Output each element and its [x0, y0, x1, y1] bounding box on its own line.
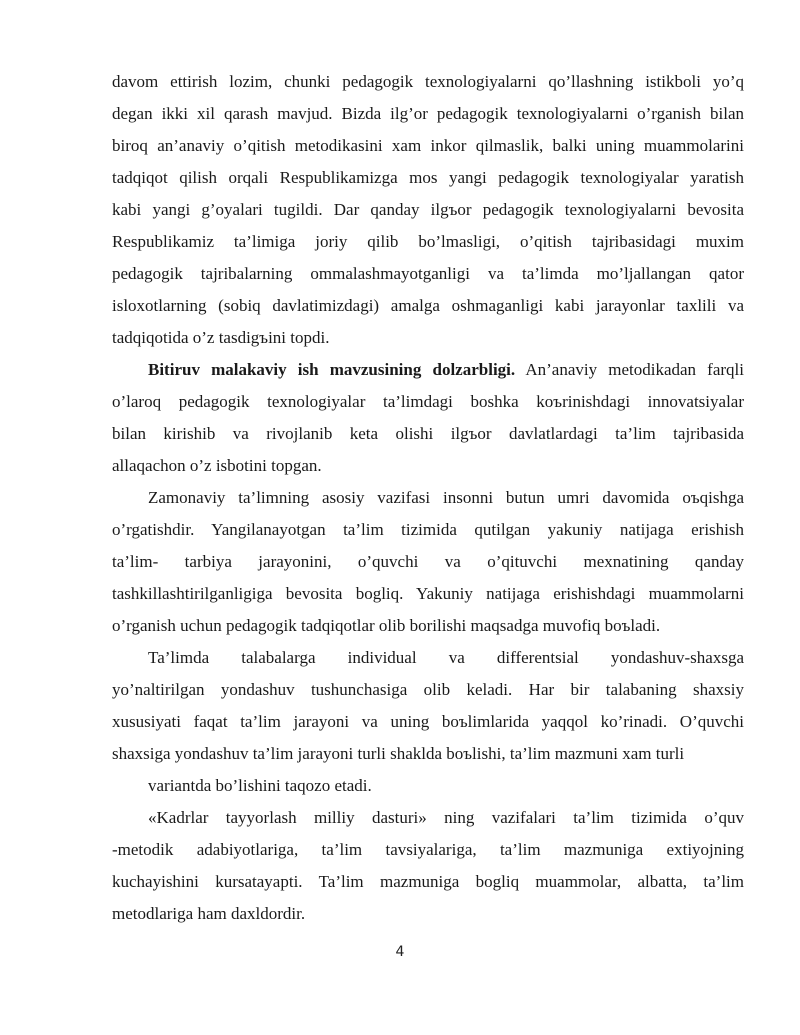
text-line: kuchayishini kursatayapti. Ta’lim mazmuniga bogliq muammolar, albatta, ta’lim — [112, 872, 744, 891]
section-heading: Bitiruv malakaviy ish mavzusining dolzarbligi. — [148, 360, 516, 379]
text-line: o’rganish uchun pedagogik tadqiqotlar olib borilishi maqsadga muvofiq boъladi. — [112, 616, 661, 635]
text-line: o’laroq pedagogik texnologiyalar ta’limdagi boshka koъrinishdagi innovatsiyalar — [112, 392, 744, 411]
text-line: o’rgatishdir. Yangilanayotgan ta’lim tizimida qutilgan yakuniy natijaga erishish — [112, 520, 744, 539]
text-line: Respublikamiz ta’limiga joriy qilib bo’lmasligi, o’qitish tajribasidagi muxim — [112, 232, 744, 251]
text-line: tadqiqotida o’z tasdigъini topdi. — [112, 328, 330, 347]
text-line: «Kadrlar tayyorlash milliy dasturi» ning vazifalari ta’lim tizimida o’quv — [148, 808, 744, 827]
text-line — [112, 354, 744, 386]
text-line: pedagogik tajribalarning ommalashmayotganligi va ta’limda mo’ljallangan qator — [112, 264, 744, 283]
text-line: davom ettirish lozim, chunki pedagogik texnologiyalarni qo’llashning istikboli yo’q — [112, 72, 744, 91]
text-line-rest: An’anaviy metodikadan farqli — [515, 360, 744, 379]
text-line: -metodik adabiyotlariga, ta’lim tavsiyalariga, ta’lim mazmuniga extiyojning — [112, 840, 744, 859]
text-line: xususiyati faqat ta’lim jarayoni va uning boъlimlarida yaqqol ko’rinadi. O’quvchi — [112, 712, 744, 731]
text-line: bilan kirishib va rivojlanib keta olishi ilgъor davlatlardagi ta’lim tajribasida — [112, 424, 744, 443]
text-line: biroq an’anaviy o’qitish metodikasini xam inkor qilmaslik, balki uning muammolarini — [112, 136, 744, 155]
text-line: ta’lim- tarbiya jarayonini, o’quvchi va o’qituvchi mexnatining qanday — [112, 552, 744, 571]
body-text — [112, 66, 744, 930]
text-line: tashkillashtirilganligiga bevosita bogliq. Yakuniy natijaga erishishdagi muammolarni — [112, 584, 744, 603]
text-line: shaxsiga yondashuv ta’lim jarayoni turli shaklda boъlishi, ta’lim mazmuni xam turli — [112, 744, 685, 763]
text-line: Ta’limda talabalarga individual va differentsial yondashuv-shaxsga — [148, 648, 744, 667]
text-line: Zamonaviy ta’limning asosiy vazifasi insonni butun umri davomida oъqishga — [148, 488, 744, 507]
text-line: kabi yangi g’oyalari tugildi. Dar qanday ilgъor pedagogik texnologiyalarni bevosita — [112, 200, 744, 219]
text-line: allaqachon o’z isbotini topgan. — [112, 456, 322, 475]
text-line: yo’naltirilgan yondashuv tushunchasiga olib keladi. Har bir talabaning shaxsiy — [112, 680, 744, 699]
text-line: metodlariga ham daxldordir. — [112, 904, 306, 923]
text-line: isloxotlarning (sobiq davlatimizdagi) amalga oshmaganligi kabi jarayonlar taxlili va — [112, 296, 744, 315]
text-line: degan ikki xil qarash mavjud. Bizda ilg’or pedagogik texnologiyalarni o’rganish bilan — [112, 104, 744, 123]
page-number: 4 — [395, 944, 405, 960]
text-line: tadqiqot qilish orqali Respublikamizga mos yangi pedagogik texnologiyalar yaratish — [112, 168, 744, 187]
text-line: variantda bo’lishini taqozo etadi. — [148, 776, 372, 795]
